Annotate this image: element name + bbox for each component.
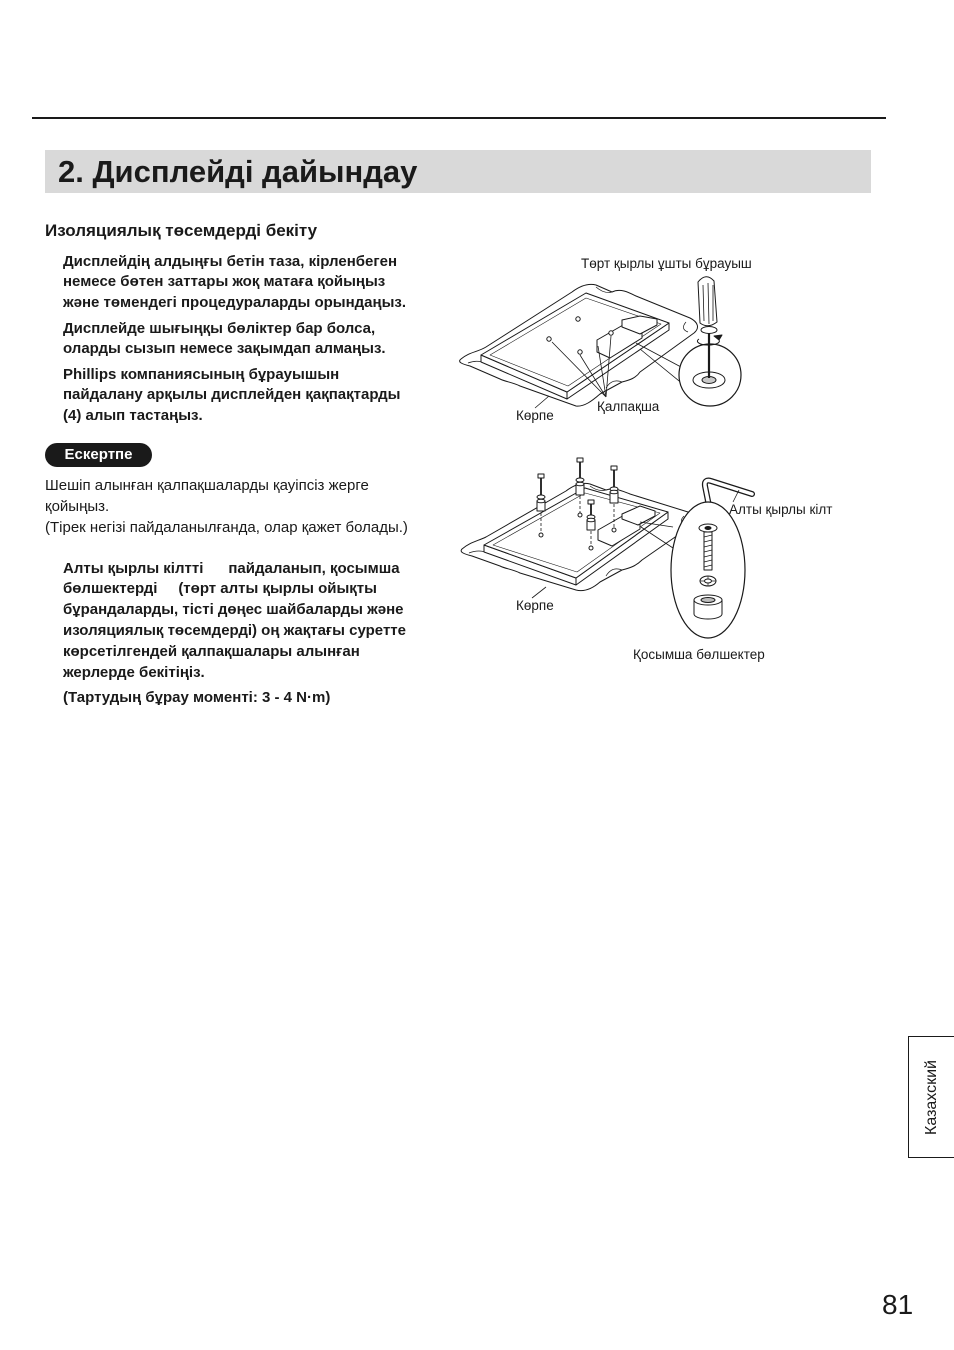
cap-hole: [576, 317, 580, 321]
screw-assembly: [576, 458, 584, 495]
step-4-line: бұрандаларды, тісті дөңес шайбаларды және: [63, 601, 404, 619]
note-line: қойыңыз.: [45, 497, 110, 515]
step-2-paragraph: [63, 319, 386, 360]
step-4-line: Алты қырлы кілтті пайдаланып, қосымша: [63, 559, 400, 577]
blanket-2-leader: [532, 587, 546, 598]
step-4-line: бөлшектерді (төрт алты қырлы ойықты: [63, 580, 377, 598]
screw-assembly: [587, 500, 595, 530]
mount-hole: [578, 513, 582, 517]
note-badge: Ескертпе: [45, 443, 152, 467]
cap-hole: [547, 337, 551, 341]
rotation-arrowhead: [714, 335, 722, 340]
step-4-paragraph: [63, 559, 406, 684]
language-tab-label: Казахский: [922, 1059, 940, 1135]
step-4-line: изоляциялық төсемдерді) оң жақтағы суретте: [63, 621, 406, 639]
cap-hole: [578, 350, 582, 354]
screwdriver-collar: [701, 327, 717, 334]
step-3-paragraph: [63, 365, 400, 427]
step-2-line: Дисплейде шығыңқы бөліктер бар болса,: [63, 319, 376, 337]
torque-note: [63, 688, 330, 709]
screw-assembly: [537, 474, 545, 511]
screw-assembly: [610, 466, 618, 503]
title-bar: [45, 150, 871, 193]
step-3-line: (4) алып тастаңыз.: [63, 406, 203, 424]
mount-hole: [539, 533, 543, 537]
top-rule: [32, 117, 886, 119]
section-heading: Изоляциялық төсемдерді бекіту: [45, 221, 318, 240]
note-line: Шешіп алынған қалпақшаларды қауіпсіз жерге: [45, 476, 369, 494]
hex-key-label: Алты қырлы кілт: [729, 502, 833, 517]
step-2-line: оларды сызып немесе зақымдап алмаңыз.: [63, 340, 386, 358]
blanket-1-leader: [535, 396, 549, 408]
toothed-washer-hole: [705, 579, 712, 583]
page-number: 81: [882, 1289, 914, 1320]
insulation-cap-hole: [701, 598, 715, 603]
cap-label: Қалпақша: [597, 399, 660, 414]
step-3-line: Phillips компаниясының бұрауышын: [63, 365, 340, 383]
blanket-label-1: Көрпе: [516, 408, 554, 423]
step-1-paragraph: [63, 252, 406, 314]
mount-hole: [612, 528, 616, 532]
page-title: 2. Дисплейді дайындау: [58, 154, 418, 189]
blanket-label-2: Көрпе: [516, 598, 554, 613]
note-text: [45, 475, 408, 538]
parts-label: Қосымша бөлшектер: [633, 647, 765, 662]
step-4-line: жерлерде бекітіңіз.: [63, 663, 205, 681]
step-1-line: немесе бөтен заттары жоқ матаға қойыңыз: [63, 273, 386, 291]
step-4-line: көрсетілгендей қалпақшалары алынған: [63, 642, 360, 660]
figure-2-attach-parts: [461, 458, 752, 638]
step-1-line: және төмендегі процедураларды орындаңыз.: [63, 293, 407, 311]
cap-hole: [609, 331, 613, 335]
torque-line: (Тартудың бұрау моменті: 3 - 4 N·m): [63, 688, 331, 706]
step-1-line: Дисплейдің алдыңғы бетін таза, кірленбеген: [63, 252, 398, 270]
hex-socket-icon: [705, 527, 711, 530]
note-line: (Тірек негізі пайдаланылғанда, олар қажет болады.): [45, 518, 408, 536]
step-3-line: пайдалану арқылы дисплейден қақпақтарды: [63, 386, 401, 404]
screwdriver-handle: [698, 277, 717, 326]
figure-1-remove-caps: [460, 277, 741, 408]
mount-hole: [589, 546, 593, 550]
screwdriver-label: Төрт қырлы ұшты бұрауыш: [581, 256, 752, 271]
language-tab: [908, 1036, 954, 1158]
illustrations: [440, 240, 860, 680]
